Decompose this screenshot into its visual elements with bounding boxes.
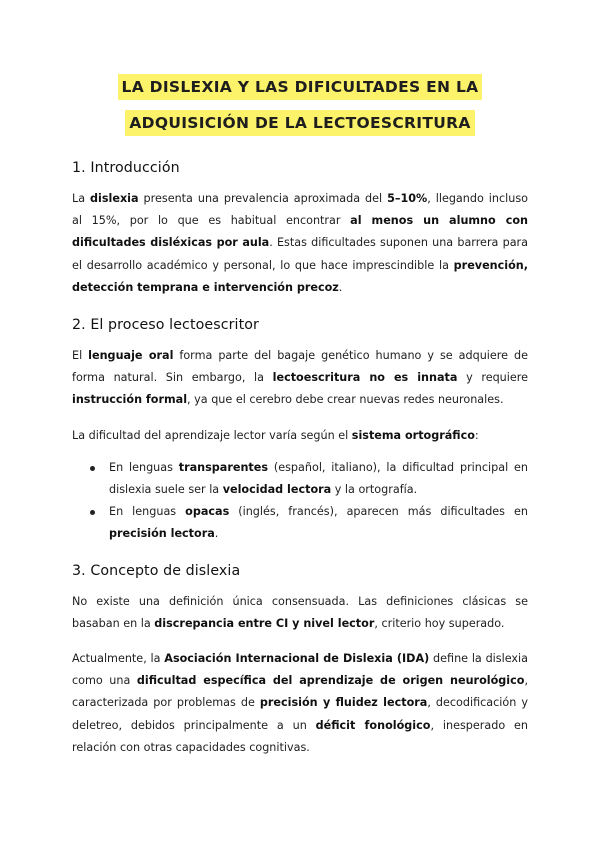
title-line-2: ADQUISICIÓN DE LA LECTOESCRITURA	[125, 110, 474, 136]
paragraph-sistema-ortografico: La dificultad del aprendizaje lector varía según el sistema ortográfico:	[72, 428, 479, 442]
document-title	[72, 0, 528, 136]
title-line-1: LA DISLEXIA Y LAS DIFICULTADES EN LA	[118, 74, 483, 100]
bullet-lenguas-transparentes: En lenguas transparentes (español, italiano), la dificultad principal en dislexia suele ser la velocidad lectora y la ortografía.	[109, 457, 528, 501]
paragraph-definicion-ida: Actualmente, la Asociación Internacional de Dislexia (IDA) define la dislexia como una dificultad específica del aprendizaje de origen neurológico, caracterizada por problemas de precisión y fluidez lectora, decodificación y deletreo, debidos principalmente a un déficit fonológico, inesperado en relación con otras capacidades cognitivas.	[72, 652, 528, 754]
bullet-list-lenguas	[72, 457, 528, 546]
paragraph-lenguaje-oral: El lenguaje oral forma parte del bagaje genético humano y se adquiere de forma natural. Sin embargo, la lectoescritura no es innata y requiere instrucción formal, ya que el cerebro debe crear nuevas redes neuronales.	[72, 349, 529, 407]
paragraph-introduccion: La dislexia presenta una prevalencia aproximada del 5–10%, llegando incluso al 15%, por lo que es habitual encontrar al menos un alumno con dificultades disléxicas por aula. Estas dificultades suponen una barrera para el desarrollo académico y personal, lo que hace imprescindible la prevención, detección temprana e intervención precoz.	[72, 192, 529, 294]
section-heading-proceso-lectoescritor: 2. El proceso lectoescritor	[72, 317, 259, 334]
section-heading-concepto-dislexia: 3. Concepto de dislexia	[72, 562, 241, 579]
paragraph-definicion-clasica: No existe una definición única consensuada. Las definiciones clásicas se basaban en la discrepancia entre CI y nivel lector, criterio hoy superado.	[72, 594, 528, 630]
section-heading-introduccion: 1. Introducción	[72, 160, 180, 176]
bullet-lenguas-opacas: En lenguas opacas (inglés, francés), aparecen más dificultades en precisión lectora.	[109, 501, 528, 545]
